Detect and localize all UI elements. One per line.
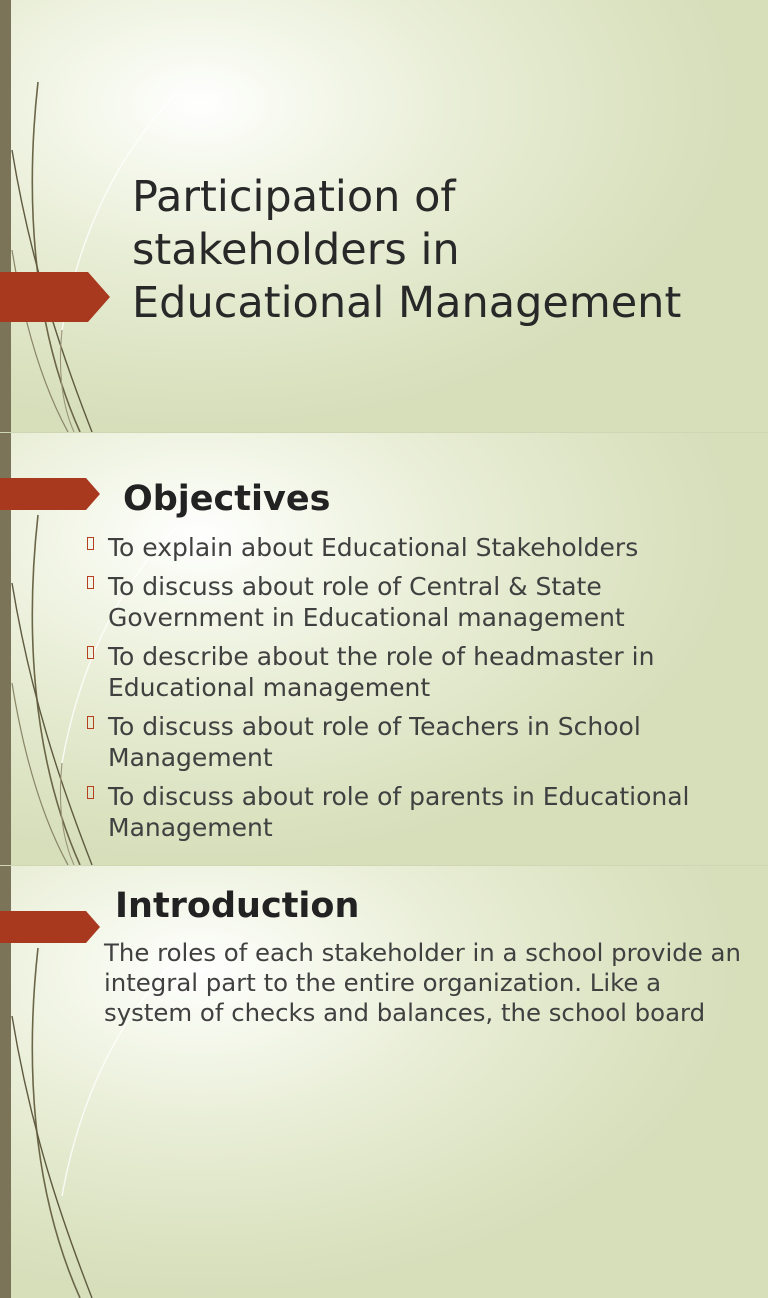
bullet-item (108, 711, 690, 773)
bullet-text-line: Government in Educational management (108, 603, 625, 632)
intro-paragraph (104, 938, 741, 1028)
box-bullet-icon (87, 576, 94, 589)
slide-title (0, 0, 768, 432)
slide-title-line: Educational Management (132, 278, 682, 328)
bullet-text-line: Management (108, 743, 273, 772)
box-bullet-icon (87, 716, 94, 729)
bullet-item (108, 641, 690, 703)
red-arrow-marker (0, 911, 100, 943)
slide-heading: Objectives (123, 479, 331, 519)
paragraph-line: The roles of each stakeholder in a school provide an (104, 938, 741, 967)
bullet-text-line: To discuss about role of Central & State (108, 572, 602, 601)
curve-line (61, 763, 75, 865)
box-bullet-icon (87, 537, 94, 550)
bullet-item (108, 571, 690, 633)
slide-title-line: stakeholders in (132, 225, 460, 275)
paragraph-line: system of checks and balances, the school board (104, 998, 706, 1027)
red-arrow-marker (0, 272, 110, 322)
slide-objectives (0, 433, 768, 865)
slide-title-line: Participation of (132, 172, 456, 222)
curve-line (12, 1016, 92, 1298)
curve-line (12, 583, 92, 865)
slide-title-text (132, 171, 681, 330)
bullet-text-line: Management (108, 813, 273, 842)
box-bullet-icon (87, 646, 94, 659)
red-arrow-marker (0, 478, 100, 510)
bullet-text-line: To discuss about role of Teachers in School (108, 712, 641, 741)
objectives-list (108, 532, 690, 851)
bullet-text-line: To explain about Educational Stakeholders (108, 533, 639, 562)
paragraph-line: integral part to the entire organization. Like a (104, 968, 662, 997)
bullet-text-line: Educational management (108, 673, 431, 702)
box-bullet-icon (87, 786, 94, 799)
bullet-text-line: To discuss about role of parents in Educational (108, 782, 690, 811)
left-accent-strip (0, 0, 11, 432)
slide-heading: Introduction (115, 886, 360, 926)
bullet-item (108, 532, 690, 563)
curve-line (61, 330, 75, 432)
bullet-item (108, 781, 690, 843)
slide-introduction (0, 866, 768, 1298)
bullet-text-line: To describe about the role of headmaster in (108, 642, 655, 671)
